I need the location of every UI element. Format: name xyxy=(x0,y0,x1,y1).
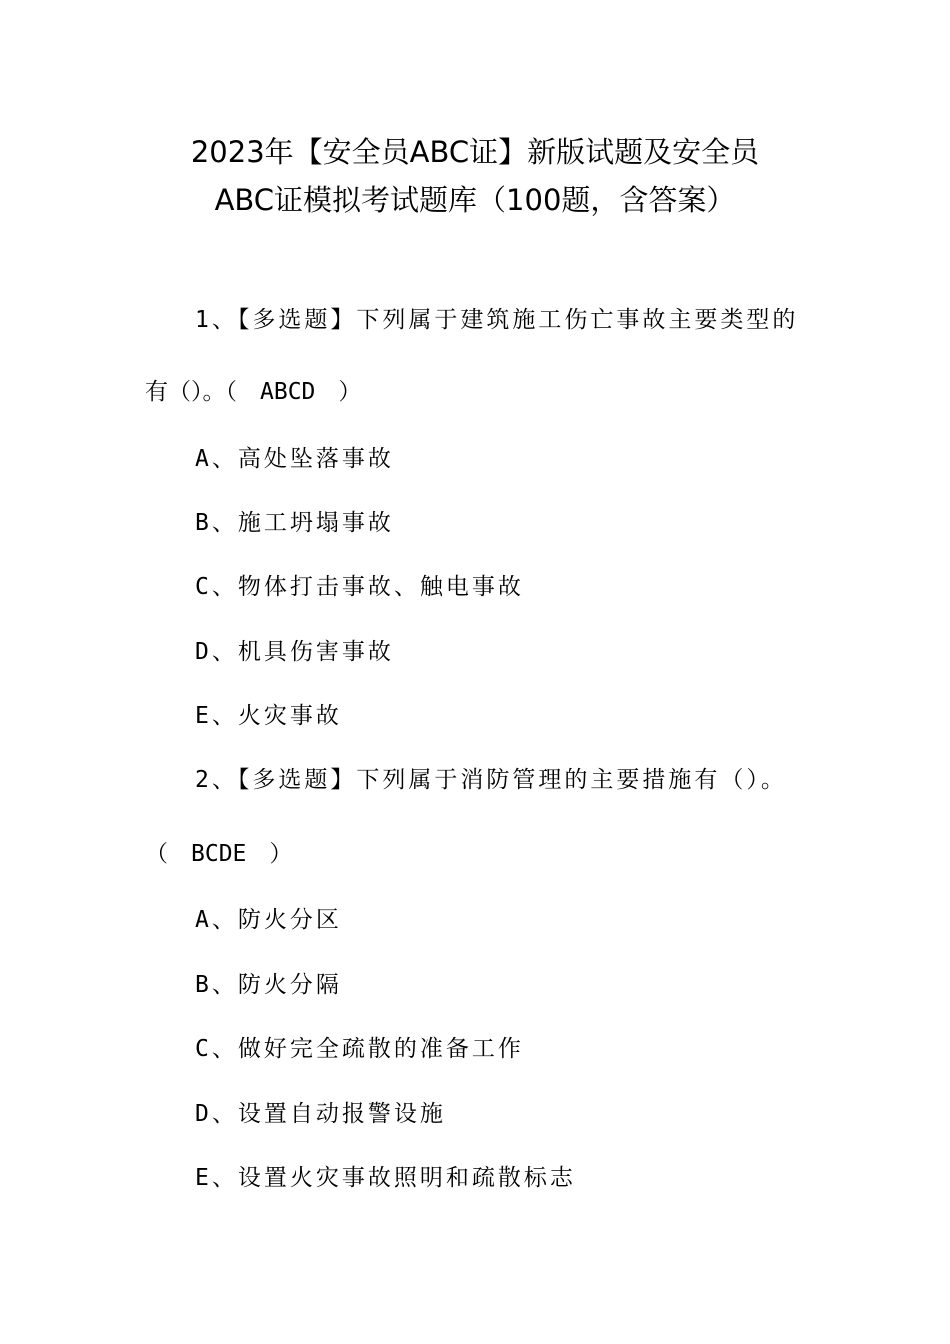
question-2-answer: （ BCDE ） xyxy=(145,841,293,867)
question-2-text: 2、【多选题】下列属于消防管理的主要措施有（）。 xyxy=(195,767,787,793)
question-1-option-c: C、物体打击事故、触电事故 xyxy=(195,574,524,600)
question-1-option-b: B、施工坍塌事故 xyxy=(195,510,394,536)
question-1-option-a: A、高处坠落事故 xyxy=(195,446,394,472)
question-1-answer: 有（）。（ ABCD ） xyxy=(145,379,362,405)
question-2-option-d: D、设置自动报警设施 xyxy=(195,1101,446,1127)
question-2-option-e: E、设置火灾事故照明和疏散标志 xyxy=(195,1165,576,1191)
document-title-line-2: ABC证模拟考试题库（100题，含答案） xyxy=(214,183,736,217)
document-title-line-1: 2023年【安全员ABC证】新版试题及安全员 xyxy=(190,135,760,169)
question-1-option-e: E、火灾事故 xyxy=(195,703,342,729)
question-1-text: 1、【多选题】下列属于建筑施工伤亡事故主要类型的 xyxy=(195,307,799,333)
question-1-option-d: D、机具伤害事故 xyxy=(195,639,394,665)
question-2-option-a: A、防火分区 xyxy=(195,907,342,933)
question-2-option-b: B、防火分隔 xyxy=(195,972,342,998)
question-2-option-c: C、做好完全疏散的准备工作 xyxy=(195,1036,524,1062)
